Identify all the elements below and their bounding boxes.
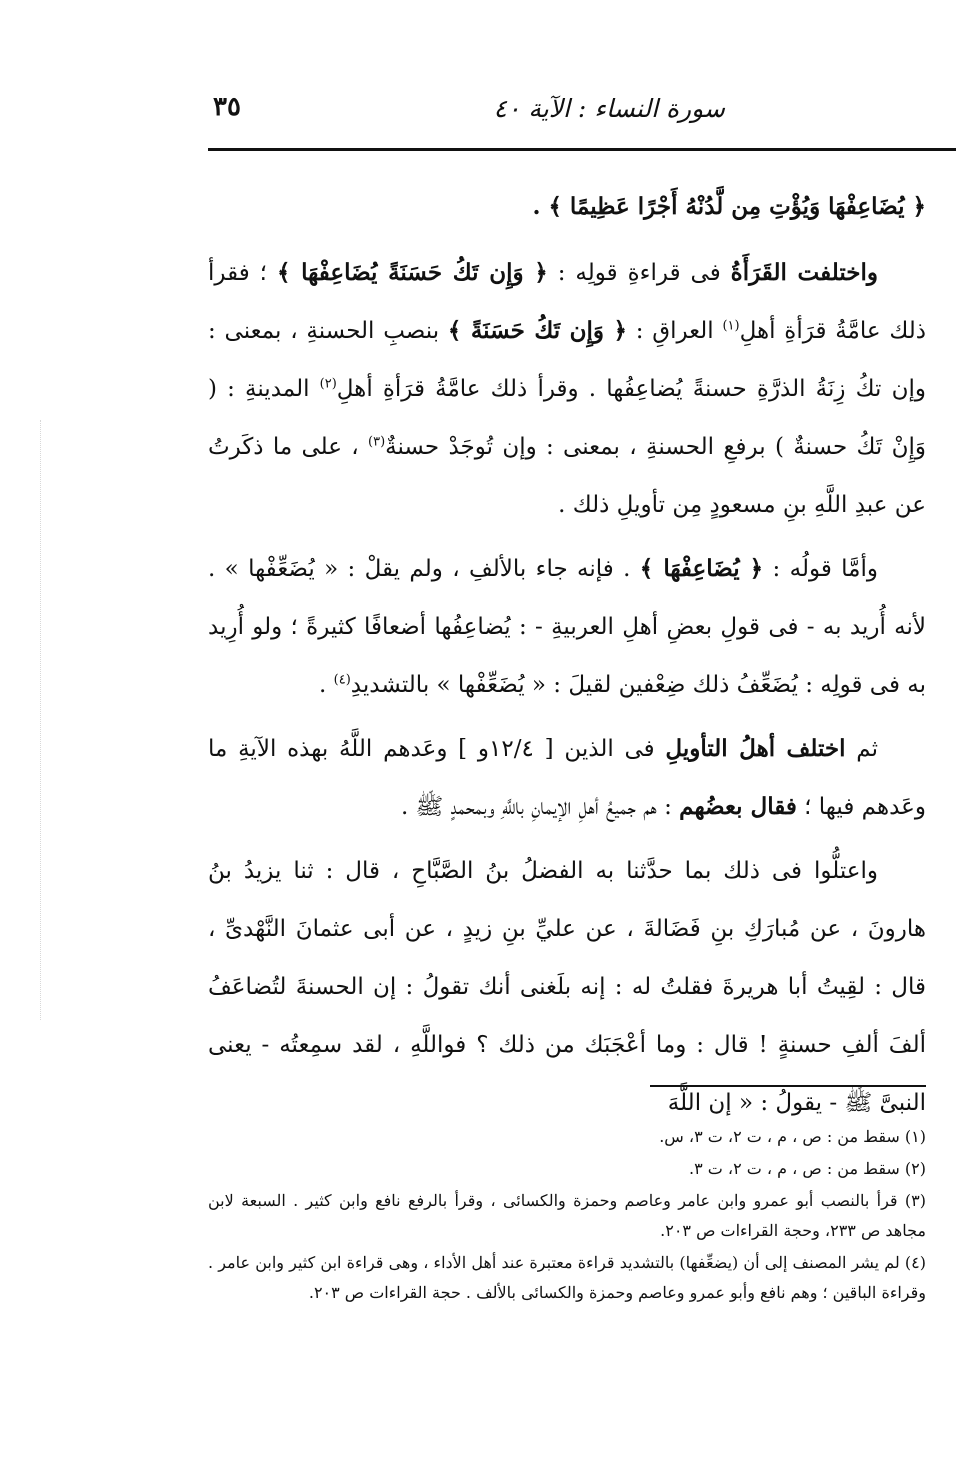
bold-phrase: فقال بعضُهم: [679, 793, 797, 820]
footnote-1: (١) سقط من : ص ، م ، ت ٢، ت ٣، س.: [659, 1127, 926, 1146]
scan-margin-specks: [40, 420, 43, 1020]
footnote-marker: (٣): [368, 434, 386, 450]
text-run: ، على ما ذكَرتُ عن عبدِ اللَّهِ بنِ مسعودٍ مِن تأويلِ ذلك .: [208, 434, 926, 518]
text-run: وأمَّا قولُه :: [763, 556, 879, 582]
footnote-marker: (٤): [333, 672, 351, 688]
text-run: المدينةِ : ( وَإِنْ تَكُ حسنةٌ ) برفعِ الحسنةِ ، بمعنى : وإن تُوجَدْ حسنةٌ: [208, 376, 926, 460]
paragraph-interpretation: [208, 720, 926, 836]
text-run: فى الذين [ ١٢/٤و ] وعَدهم اللَّهُ بهذه الآيةِ ما وعَدهم فيها ؛: [208, 736, 926, 820]
footnote-3: (٣) قرأ بالنصب أبو عمرو وابن عامر وعاصم وحمزة والكسائى ، وقرأ بالرفع نافع وابن كثير . السبعة لابن مجاهد ص ٢٣٣، وحجة القراءات ص ٢٠٣.: [208, 1191, 926, 1240]
surah-verse-title: سورة النساء : الآية ٤٠: [493, 94, 725, 123]
text-run: .: [319, 672, 334, 698]
footnote-2: (٢) سقط من : ص ، م ، ت ٢، ت ٣.: [688, 1159, 926, 1178]
quran-quote: ﴿ يُضَاعِفْهَا وَيُؤْتِ مِن لَّدُنْهُ أَجْرًا عَظِيمًا ﴾ .: [532, 193, 926, 220]
footnote-marker: (٢): [319, 376, 337, 392]
paragraph-hadith-chain: [208, 842, 926, 1132]
bold-phrase: واختلفت القَرَأَةُ: [730, 259, 878, 286]
text-run: : هم جميعُ أهلِ الإيمانِ باللَّهِ وبمحمدٍ ﷺ .: [400, 794, 680, 820]
main-text: [208, 178, 926, 1138]
header-divider: [208, 148, 956, 151]
text-run: العراقِ :: [626, 318, 723, 344]
text-run: فى قراءةِ قولِه :: [547, 260, 731, 286]
paragraph-grammar-note: [208, 540, 926, 714]
text-run: واعتلُّوا فى ذلك بما حدَّثنا به الفضلُ بنُ الصَّبَّاحِ ، قال : ثنا يزيدُ بنُ هارونَ ، عن مُبارَكِ بنِ فَضَالةَ ، عن عليِّ بنِ زيدٍ ، عن أبى عثمانَ النَّهْدىِّ ، قال : لقِيتُ أبا هريرةَ فقلتُ له : إنه بلَغنى أنك تقولُ : إن الحسنةَ لتُضاعَفُ ألفَ ألفِ حسنةٍ ! قال : وما أعْجَبَك من ذلك ؟ فواللَّهِ ، لقد سمِعتُه - يعنى النبىَّ ﷺ - يقولُ : « إن اللَّهَ: [208, 858, 926, 1116]
page-number: ٣٥: [213, 92, 241, 122]
footnote-marker: (١): [722, 318, 740, 334]
bold-phrase: اختلف أهلُ التأويلِ: [665, 735, 846, 762]
quran-quote: ﴿ وَإِن تَكُ حَسَنَةً يُضَاعِفْهَا ﴾: [276, 259, 548, 286]
quran-quote: ﴿ يُضَاعِفْهَا ﴾: [639, 555, 764, 582]
running-header: [205, 88, 960, 140]
quran-quote: ﴿ وَإِن تَكُ حَسَنَةً ﴾: [447, 317, 627, 344]
footnote-divider: [650, 1085, 926, 1087]
text-run: ؛ فقرأ ذلك عامَّةُ قرَأةِ أهلِ: [208, 260, 927, 344]
text-run: . فإنه جاء بالألفِ ، ولم يقلْ : « يُضَعِّفْها » . لأنه أُريد به - فى قولِ بعضِ أهلِ العربيةِ - : يُضاعِفُها أضعافًا كثيرةً ؛ ولو أُرِيد به فى قولِه : يُضَعِّفُ ذلك ضِعْفين لقيلَ : « يُضَعِّفْها » بالتشديدِ: [208, 556, 926, 698]
paragraph-verse-continuation: [208, 178, 926, 236]
footnotes: [208, 1122, 926, 1310]
paragraph-reading-variants: [208, 244, 926, 534]
text-run: ثم: [845, 736, 879, 762]
footnote-4: (٤) لم يشر المصنف إلى أن (يضعِّفها) بالتشديد قراءة معتبرة عند أهل الأداء ، وهى قراءة ابن كثير وابن عامر . وقراءة الباقين ؛ وهم نافع وأبو عمرو وعاصم وحمزة والكسائى بالألف . حجة القراءات ص ٢٠٣.: [208, 1253, 926, 1302]
text-run: بنصبِ الحسنةِ ، بمعنى : وإن تكُ زِنَةُ الذرَّةِ حسنةً يُضاعِفُها . وقرأ ذلك عامَّةُ قرَأةِ أهلِ: [208, 318, 926, 402]
